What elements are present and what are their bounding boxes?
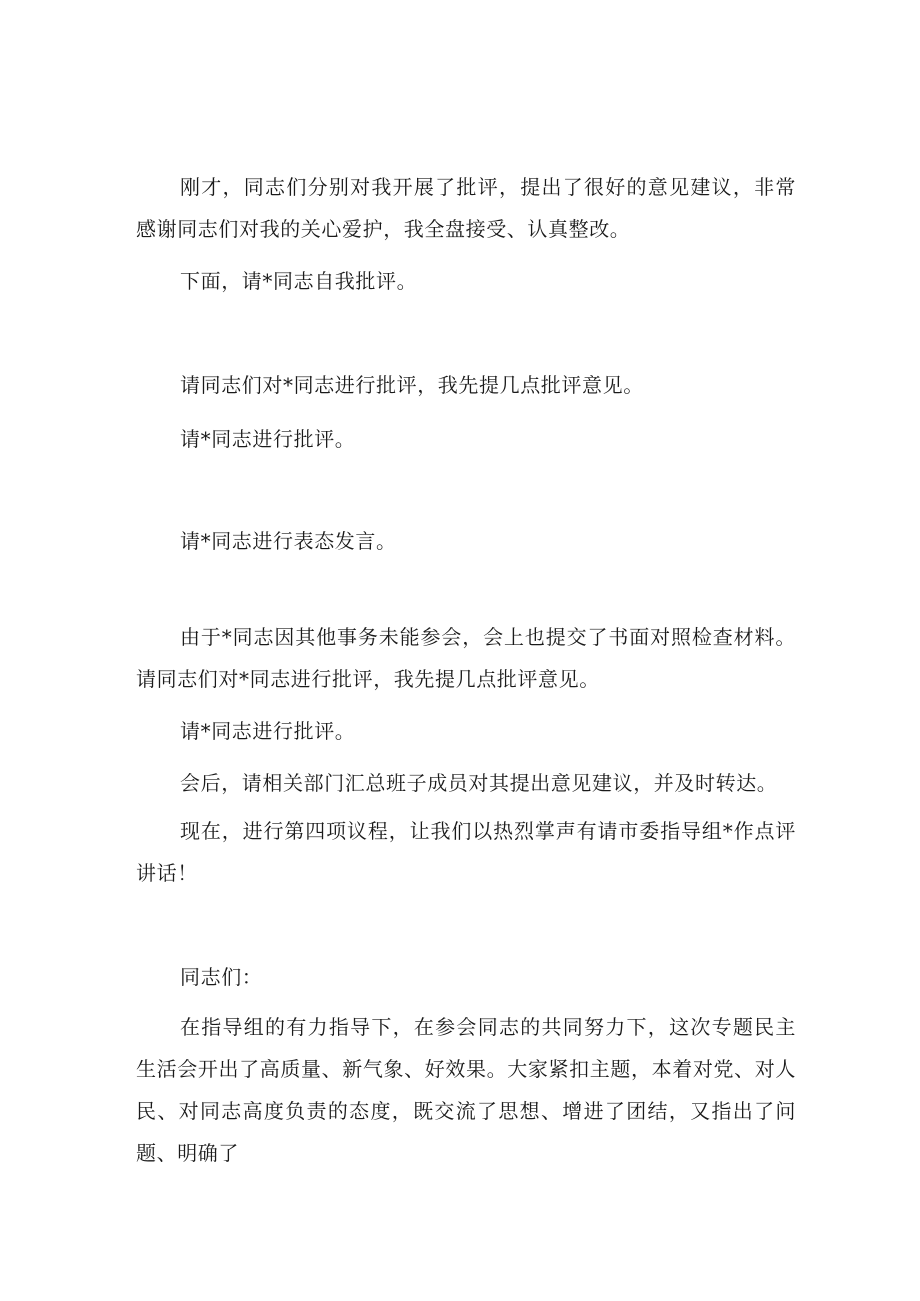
paragraph-thanks: 刚才，同志们分别对我开展了批评，提出了很好的意见建议，非常感谢同志们对我的关心爱护，我全盘接受、认真整改。 <box>136 175 796 241</box>
paragraph-absent-member: 由于*同志因其他事务未能参会，会上也提交了书面对照检查材料。请同志们对*同志进行批评，我先提几点批评意见。 <box>136 625 796 691</box>
paragraph-summary: 在指导组的有力指导下，在参会同志的共同努力下，这次专题民主生活会开出了高质量、新气象、好效果。大家紧扣主题，本着对党、对人民、对同志高度负责的态度，既交流了思想、增进了团结，又指出了问题、明确了 <box>136 1015 796 1165</box>
paragraph-after-meeting: 会后，请相关部门汇总班子成员对其提出意见建议，并及时转达。 <box>180 771 778 795</box>
paragraph-salutation: 同志们： <box>180 965 263 989</box>
paragraph-criticism-invite: 请同志们对*同志进行批评，我先提几点批评意见。 <box>180 373 644 397</box>
paragraph-criticism-request: 请*同志进行批评。 <box>180 427 356 451</box>
paragraph-self-criticism: 下面，请*同志自我批评。 <box>180 269 418 293</box>
paragraph-statement: 请*同志进行表态发言。 <box>180 529 397 553</box>
paragraph-criticism-request-2: 请*同志进行批评。 <box>180 719 356 743</box>
paragraph-fourth-agenda: 现在，进行第四项议程，让我们以热烈掌声有请市委指导组*作点评讲话！ <box>136 819 796 885</box>
